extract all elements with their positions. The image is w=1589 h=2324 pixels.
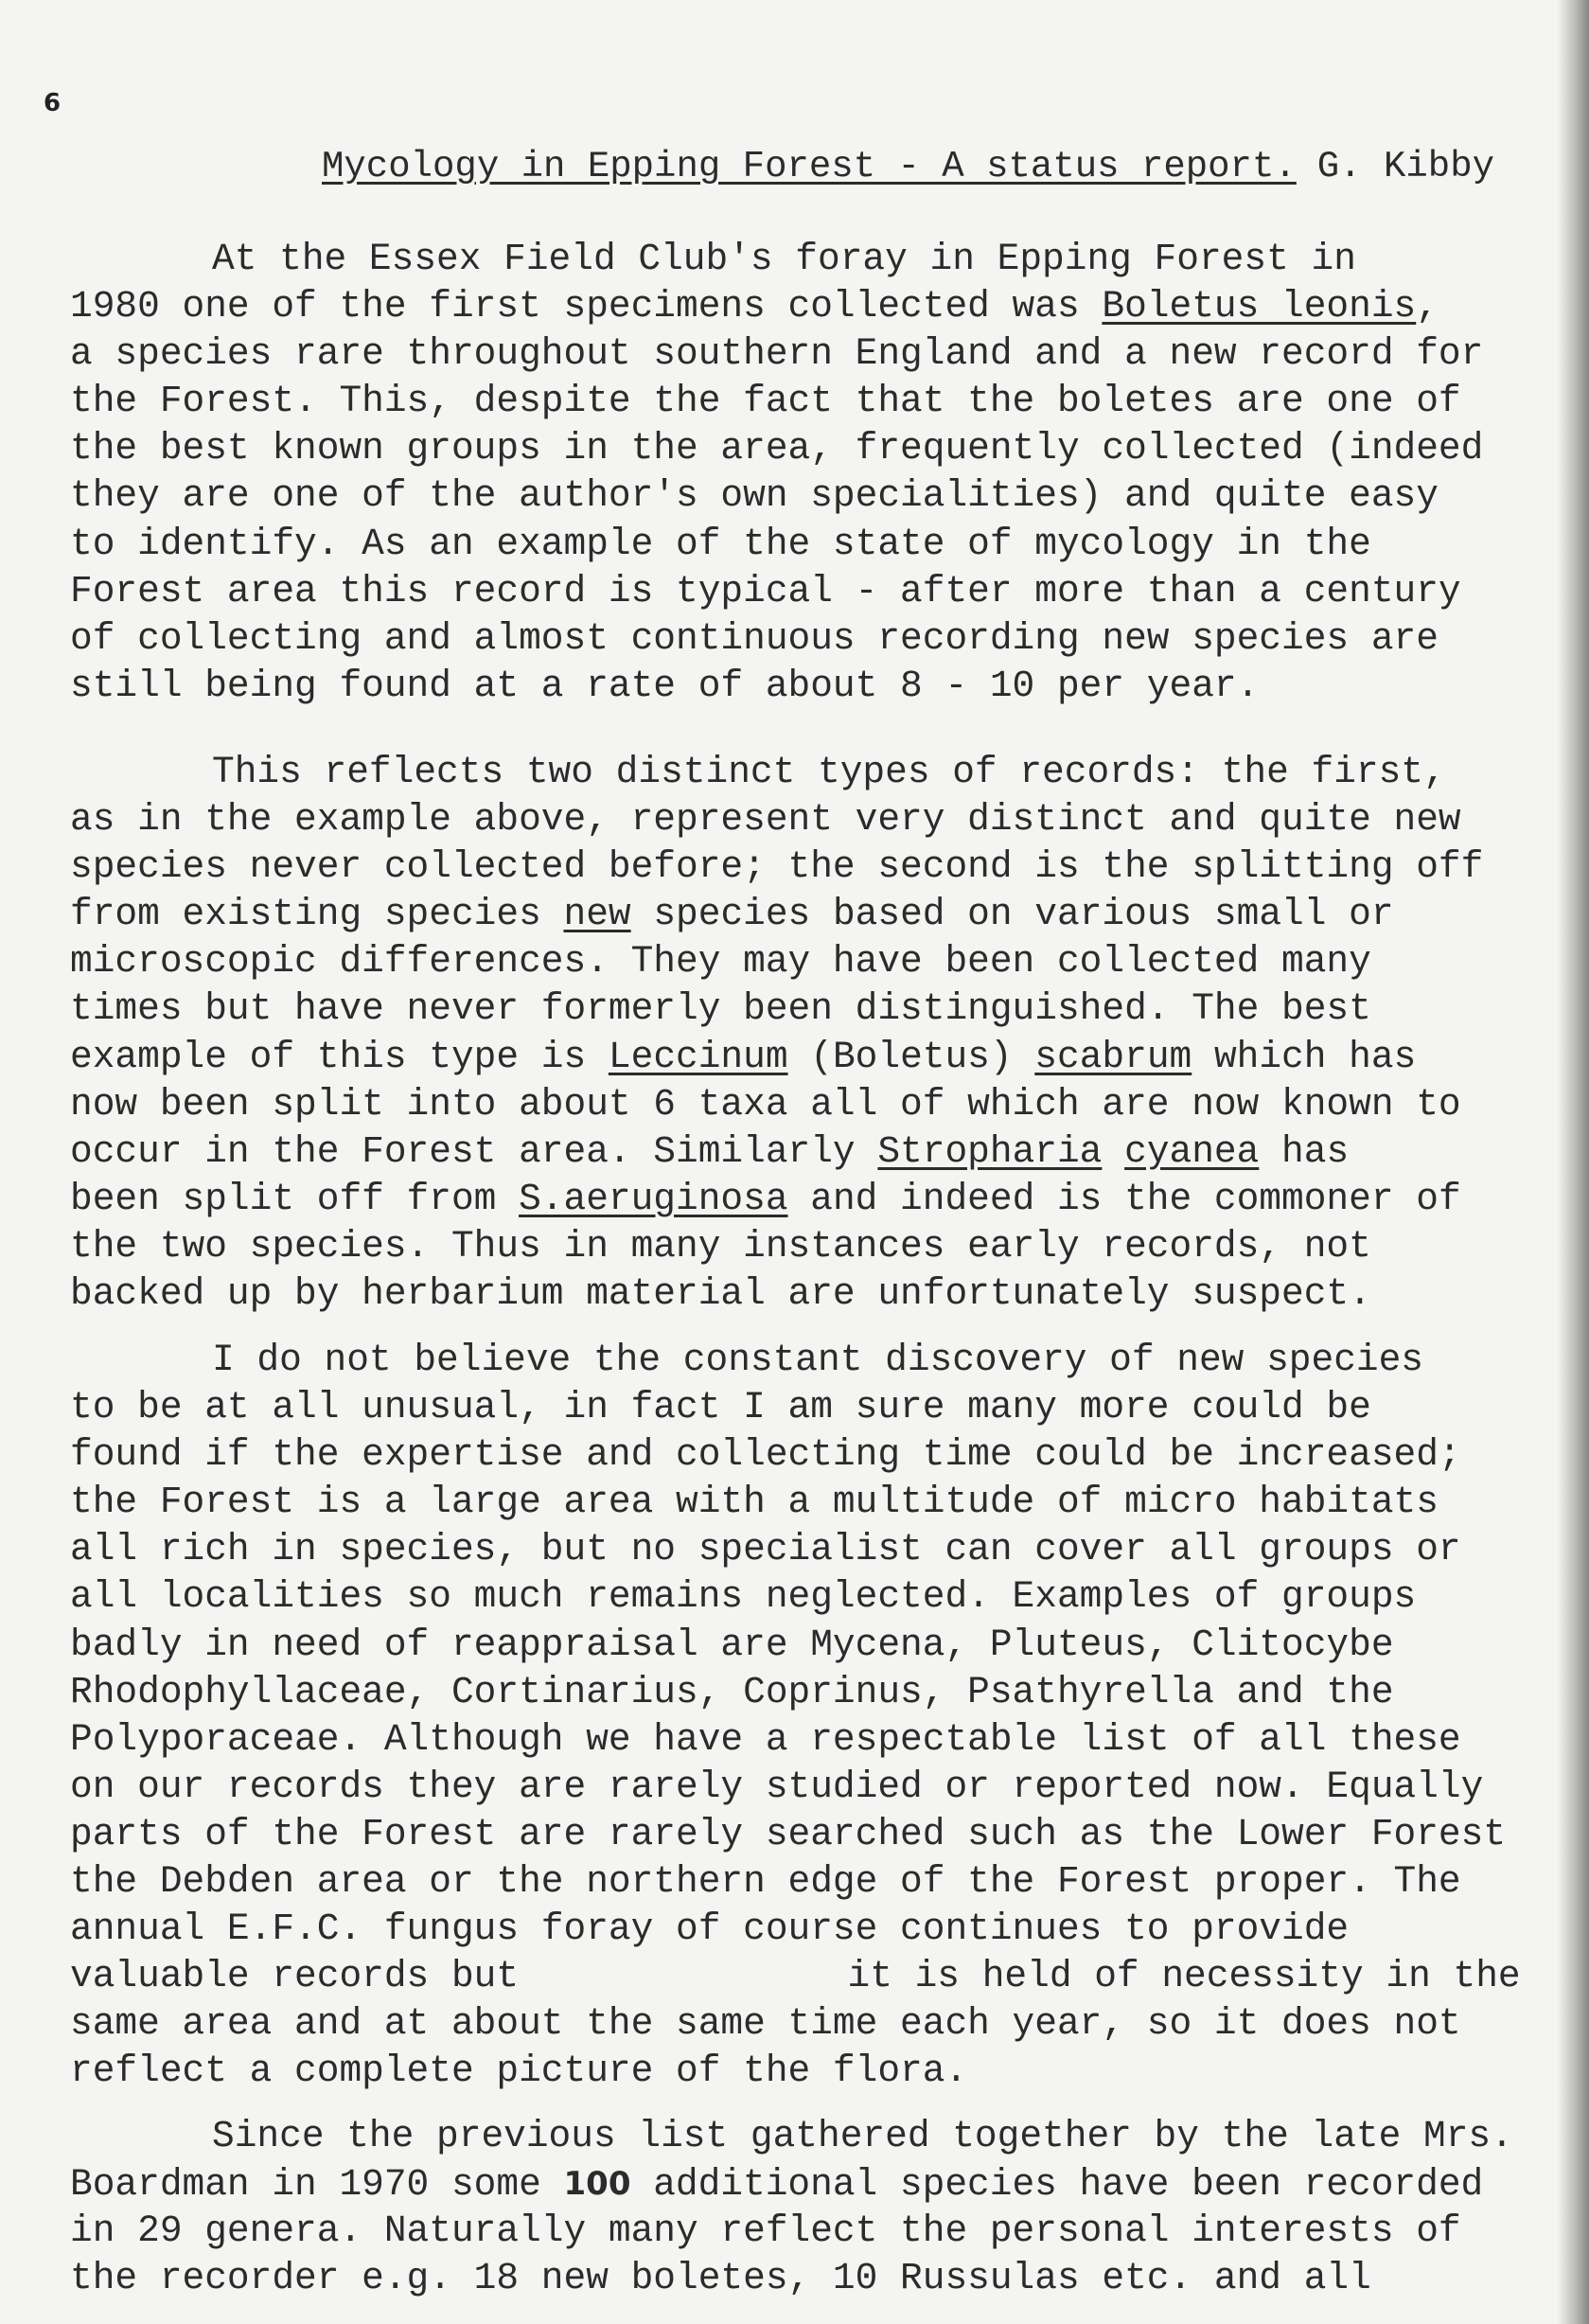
text-run: on our records they are rarely studied or reported now. Equally [70, 1765, 1484, 1808]
text-line [70, 749, 1575, 796]
paragraph-1 [70, 236, 1575, 710]
text-line [70, 1034, 1575, 1081]
text-line [70, 521, 1575, 568]
text-run: to identify. As an example of the state of mycology in the [70, 522, 1371, 565]
paragraph-3 [70, 1337, 1575, 2096]
text-line [70, 568, 1575, 615]
text-run: example of this type is [70, 1035, 609, 1078]
text-run: additional species have been recorded [630, 2163, 1484, 2207]
text-line [70, 1811, 1575, 1858]
text-line [70, 283, 1575, 330]
text-run: parts of the Forest are rarely searched such as the Lower Forest [70, 1812, 1507, 1855]
text-run: all localities so much remains neglected. Examples of groups [70, 1575, 1417, 1619]
text-run: which has [1192, 1035, 1417, 1078]
text-run [1102, 1130, 1124, 1173]
text-run: times but have never formerly been distinguished. The best [70, 987, 1371, 1031]
text-line [70, 1384, 1575, 1431]
text-run: the two species. Thus in many instances early records, not [70, 1224, 1371, 1268]
paragraph-4 [70, 2113, 1575, 2302]
text-run: and indeed is the commoner of [787, 1177, 1461, 1220]
text-run: found if the expertise and collecting time could be increased; [70, 1433, 1461, 1477]
text-line [70, 330, 1575, 378]
text-run: as in the example above, represent very distinct and quite new [70, 798, 1461, 842]
text-run: This reflects two distinct types of records: the first, [212, 751, 1446, 793]
text-run: they are one of the author's own specialities) and quite easy [70, 474, 1439, 518]
text-run: same area and at about the same time each year, so it does not [70, 2002, 1461, 2046]
underlined-term: new [563, 893, 631, 936]
text-line [70, 938, 1575, 985]
paragraph-2 [70, 749, 1575, 1318]
text-run: the Forest is a large area with a multitude of micro habitats [70, 1481, 1439, 1524]
text-run: backed up by herbarium material are unfortunately suspect. [70, 1272, 1371, 1316]
text-run: annual E.F.C. fungus foray of course continues to provide [70, 1907, 1350, 1951]
text-run: At the Essex Field Club's foray in Epping Forest in [212, 238, 1356, 280]
text-line [70, 1622, 1575, 1669]
bold-number: 100 [563, 2165, 631, 2204]
text-run: the recorder e.g. 18 new boletes, 10 Russulas etc. and all [70, 2257, 1371, 2300]
text-run: valuable records but [70, 1955, 541, 1998]
text-line [70, 615, 1575, 663]
text-run: Polyporaceae. Although we have a respectable list of all these [70, 1717, 1461, 1761]
text-line [70, 472, 1575, 520]
text-run: Forest area this record is typical - after more than a century [70, 569, 1461, 612]
text-run: species never collected before; the second is the splitting off [70, 845, 1484, 889]
text-line [70, 1431, 1575, 1479]
text-run: the Debden area or the northern edge of the Forest proper. The [70, 1860, 1461, 1904]
text-line [70, 1526, 1575, 1573]
text-line [70, 985, 1575, 1033]
text-line [70, 236, 1575, 283]
text-run: microscopic differences. They may have been collected many [70, 940, 1371, 984]
underlined-term: scabrum [1034, 1035, 1192, 1078]
text-run: all rich in species, but no specialist can cover all groups or [70, 1528, 1461, 1571]
text-line [70, 425, 1575, 472]
text-line [70, 1270, 1575, 1318]
text-line [70, 843, 1575, 891]
text-line [70, 1906, 1575, 1953]
text-run: of collecting and almost continuous recording new species are [70, 616, 1439, 660]
text-run: badly in need of reappraisal are Mycena, Pluteus, Clitocybe [70, 1623, 1394, 1666]
article-author: G. Kibby [1316, 146, 1495, 187]
text-run: species based on various small or [630, 893, 1394, 936]
text-run: occur in the Forest area. Similarly [70, 1129, 878, 1173]
text-run: in 29 genera. Naturally many reflect the personal interests of [70, 2209, 1461, 2253]
page-number: 6 [44, 89, 62, 117]
text-line [70, 1669, 1575, 1716]
text-line [70, 2048, 1575, 2095]
text-line [70, 1128, 1575, 1176]
text-run: 1980 one of the first specimens collected was [70, 285, 1103, 328]
text-run: has [1259, 1129, 1350, 1173]
text-line [70, 1858, 1575, 1906]
text-line [70, 1223, 1575, 1270]
text-run: Boardman in 1970 some [70, 2163, 564, 2207]
text-run: I do not believe the constant discovery of new species [212, 1339, 1424, 1381]
text-run: , [1416, 285, 1439, 328]
text-run: still being found at a rate of about 8 - 10 per year. [70, 664, 1260, 707]
text-line [70, 2160, 1575, 2208]
text-line [70, 1573, 1575, 1621]
text-line [70, 1176, 1575, 1223]
text-line [70, 1716, 1575, 1764]
text-run: reflect a complete picture of the flora. [70, 2049, 968, 2093]
article-heading [322, 142, 1580, 191]
text-line [70, 891, 1575, 938]
text-run: it is held of necessity in the [824, 1955, 1521, 1998]
underlined-term: S.aeruginosa [519, 1177, 788, 1220]
text-line [70, 1953, 1575, 2000]
text-line [70, 1081, 1575, 1128]
text-run: (Boletus) [787, 1035, 1035, 1078]
underlined-term: Stropharia [877, 1129, 1103, 1173]
underlined-term: cyanea [1124, 1129, 1260, 1173]
text-line [70, 2113, 1575, 2160]
text-run: Rhodophyllaceae, Cortinarius, Coprinus, Psathyrella and the [70, 1670, 1394, 1713]
text-run: Since the previous list gathered together by the late Mrs. [212, 2115, 1513, 2157]
text-run: now been split into about 6 taxa all of which are now known to [70, 1082, 1461, 1126]
text-run: the best known groups in the area, frequently collected (indeed [70, 427, 1484, 470]
article-title: Mycology in Epping Forest - A status report. [322, 146, 1297, 187]
text-run: from existing species [70, 893, 564, 936]
text-line [70, 2000, 1575, 2048]
text-run: to be at all unusual, in fact I am sure many more could be [70, 1386, 1371, 1429]
underlined-term: Boletus leonis [1102, 285, 1417, 328]
text-line [70, 1337, 1575, 1384]
underlined-term: Leccinum [608, 1035, 788, 1078]
text-run: a species rare throughout southern England and a new record for [70, 332, 1484, 376]
text-line [70, 2208, 1575, 2255]
text-line [70, 378, 1575, 425]
text-line [70, 796, 1575, 843]
text-line [70, 2255, 1575, 2302]
text-line [70, 1764, 1575, 1811]
text-line [70, 1479, 1575, 1526]
text-run: the Forest. This, despite the fact that the boletes are one of [70, 380, 1461, 423]
text-run: been split off from [70, 1177, 520, 1220]
text-line [70, 663, 1575, 710]
